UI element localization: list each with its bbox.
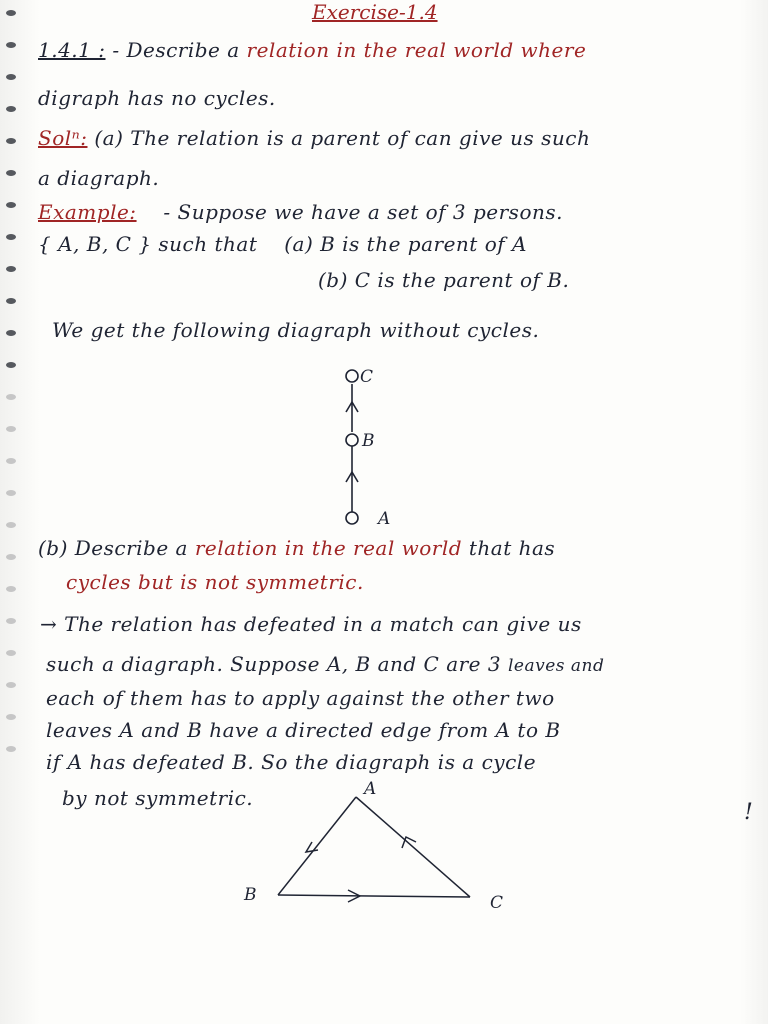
answer-text-6: by not symmetric. — [62, 786, 254, 810]
margin-exclamation: ! — [744, 800, 753, 825]
node-c-label: C — [360, 367, 374, 387]
node-c-label: C — [490, 893, 504, 913]
node-b-label: B — [244, 885, 257, 905]
example-text: - Suppose we have a set of 3 persons. — [163, 200, 563, 224]
example-label: Example: — [38, 200, 137, 224]
answer-text-1: The relation has defeated in a match can give us — [64, 612, 582, 636]
question-b-prompt-a: (b) Describe a — [38, 536, 188, 560]
question-prompt-a: - Describe a — [112, 38, 240, 62]
exercise-title: Exercise-1.4 — [312, 0, 438, 24]
question-prompt-b: relation in the real world where — [246, 38, 587, 62]
node-b-label: B — [362, 431, 375, 451]
answer-text-5: if A has defeated B. So the diagraph is a cycle — [46, 750, 537, 774]
example-cond-a: (a) B is the parent of A — [284, 232, 527, 256]
solution-label: Solⁿ: — [38, 126, 88, 150]
answer-arrow: → — [40, 612, 58, 636]
answer-text-1-end: leaves and — [507, 656, 605, 676]
node-a-label: A — [364, 779, 377, 799]
question-b-prompt-b: relation in the real world — [194, 536, 463, 560]
answer-text-2: such a diagraph. Suppose A, B and C are 3 — [46, 652, 502, 676]
edge-b-to-c — [278, 895, 470, 897]
example-cond-b: (b) C is the parent of B. — [318, 268, 570, 292]
answer-text-4: leaves A and B have a directed edge from A to B — [46, 718, 561, 742]
node-a-label: A — [378, 509, 391, 529]
answer-text-3: each of them has to apply against the other two — [46, 686, 555, 710]
question-b-prompt-c: that has — [468, 536, 556, 560]
question-number: 1.4.1 : — [38, 38, 106, 62]
question-b-prompt-d: cycles but is not symmetric. — [66, 570, 364, 594]
example-set: { A, B, C } such that — [38, 232, 258, 256]
edge-c-to-a — [356, 797, 470, 897]
question-prompt-c: digraph has no cycles. — [38, 86, 276, 110]
edge-a-to-b — [278, 797, 356, 895]
solution-text-a: (a) The relation is a parent of can give us such — [94, 126, 591, 150]
solution-text-b: a diagraph. — [38, 166, 160, 190]
example-conclusion: We get the following diagraph without cycles. — [52, 318, 540, 342]
